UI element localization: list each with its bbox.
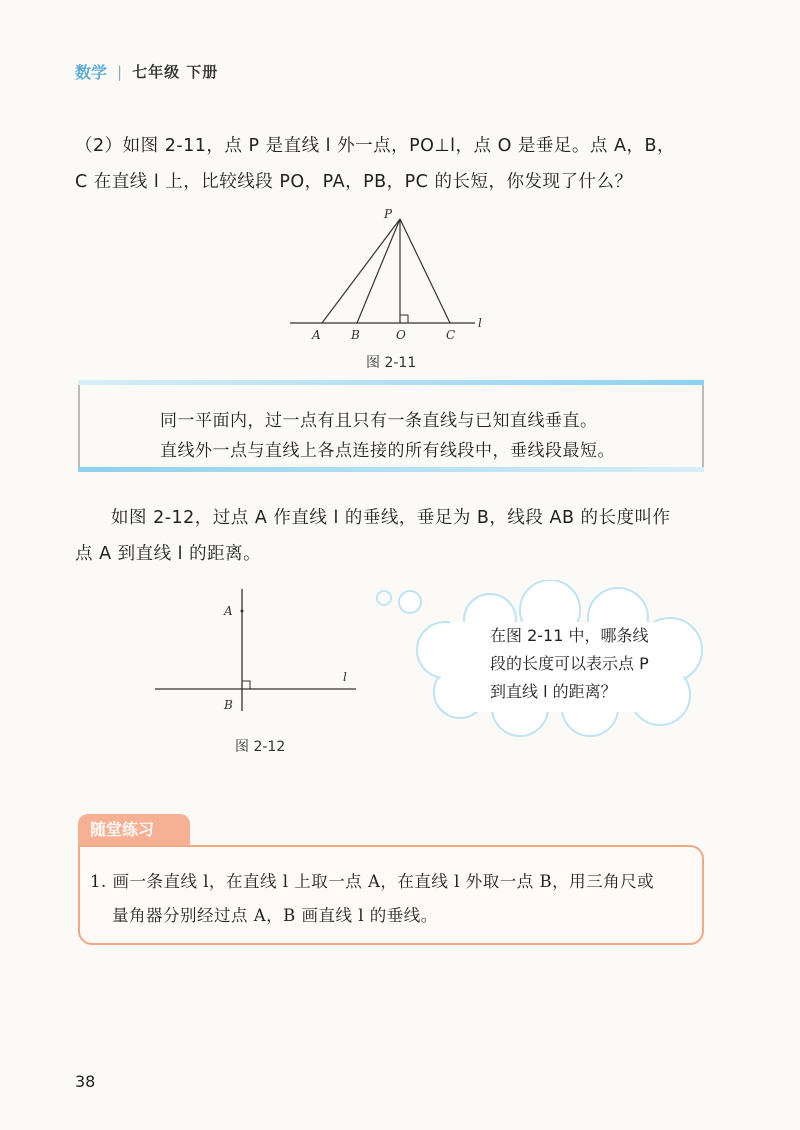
paragraph-question (75, 128, 715, 200)
cloud-question (490, 622, 690, 706)
paragraph-definition (75, 500, 715, 572)
page-number: 38 (75, 1072, 96, 1091)
figure-2-12 (150, 585, 370, 715)
label-l: l (478, 316, 482, 330)
figure-2-11 (280, 205, 490, 345)
practice-title: 随堂练习 (78, 814, 190, 846)
cloud-line: 段的长度可以表示点 P (490, 654, 649, 673)
grade-label: 七年级 下册 (132, 63, 219, 81)
label-O: O (396, 328, 406, 342)
practice-box (78, 845, 704, 945)
cloud-line: 在图 2-11 中，哪条线 (490, 626, 649, 645)
paragraph-line: （2）如图 2-11，点 P 是直线 l 外一点，PO⊥l，点 O 是垂足。点 A，B， (75, 136, 675, 156)
label-B: B (351, 328, 360, 342)
paragraph-line: C 在直线 l 上，比较线段 PO，PA，PB，PC 的长短，你发现了什么？ (75, 172, 633, 192)
practice-line: 量角器分别经过点 A，B 画直线 l 的垂线。 (112, 906, 438, 925)
segment-PC (400, 219, 450, 323)
page-header (75, 60, 218, 83)
label-B: B (224, 698, 233, 712)
right-angle-mark (400, 315, 408, 323)
figure-2-11-caption: 图 2-11 (366, 355, 417, 371)
point-A (241, 610, 244, 613)
label-l: l (343, 670, 347, 684)
label-A: A (312, 328, 321, 342)
label-P: P (384, 207, 393, 221)
segment-PA (322, 219, 400, 323)
header-separator: | (117, 62, 123, 81)
paragraph-line: 如图 2-12，过点 A 作直线 l 的垂线，垂足为 B，线段 AB 的长度叫作 (111, 508, 671, 528)
subject-label: 数学 (75, 63, 108, 82)
segment-PB (357, 219, 400, 323)
right-angle-mark (242, 681, 250, 689)
highlight-box (78, 380, 704, 472)
highlight-line: 同一平面内，过一点有且只有一条直线与已知直线垂直。 (160, 411, 598, 431)
label-A: A (224, 604, 233, 618)
label-C: C (446, 328, 456, 342)
figure-2-12-caption: 图 2-12 (235, 739, 286, 755)
highlight-top-bar (78, 380, 704, 385)
highlight-bottom-bar (78, 467, 704, 472)
paragraph-line: 点 A 到直线 l 的距离。 (75, 544, 262, 564)
highlight-line: 直线外一点与直线上各点连接的所有线段中，垂线段最短。 (160, 441, 615, 461)
practice-line: 1. 画一条直线 l，在直线 l 上取一点 A，在直线 l 外取一点 B，用三角尺或 (90, 872, 655, 891)
practice-item-1 (90, 865, 680, 933)
cloud-line: 到直线 l 的距离？ (490, 682, 617, 701)
